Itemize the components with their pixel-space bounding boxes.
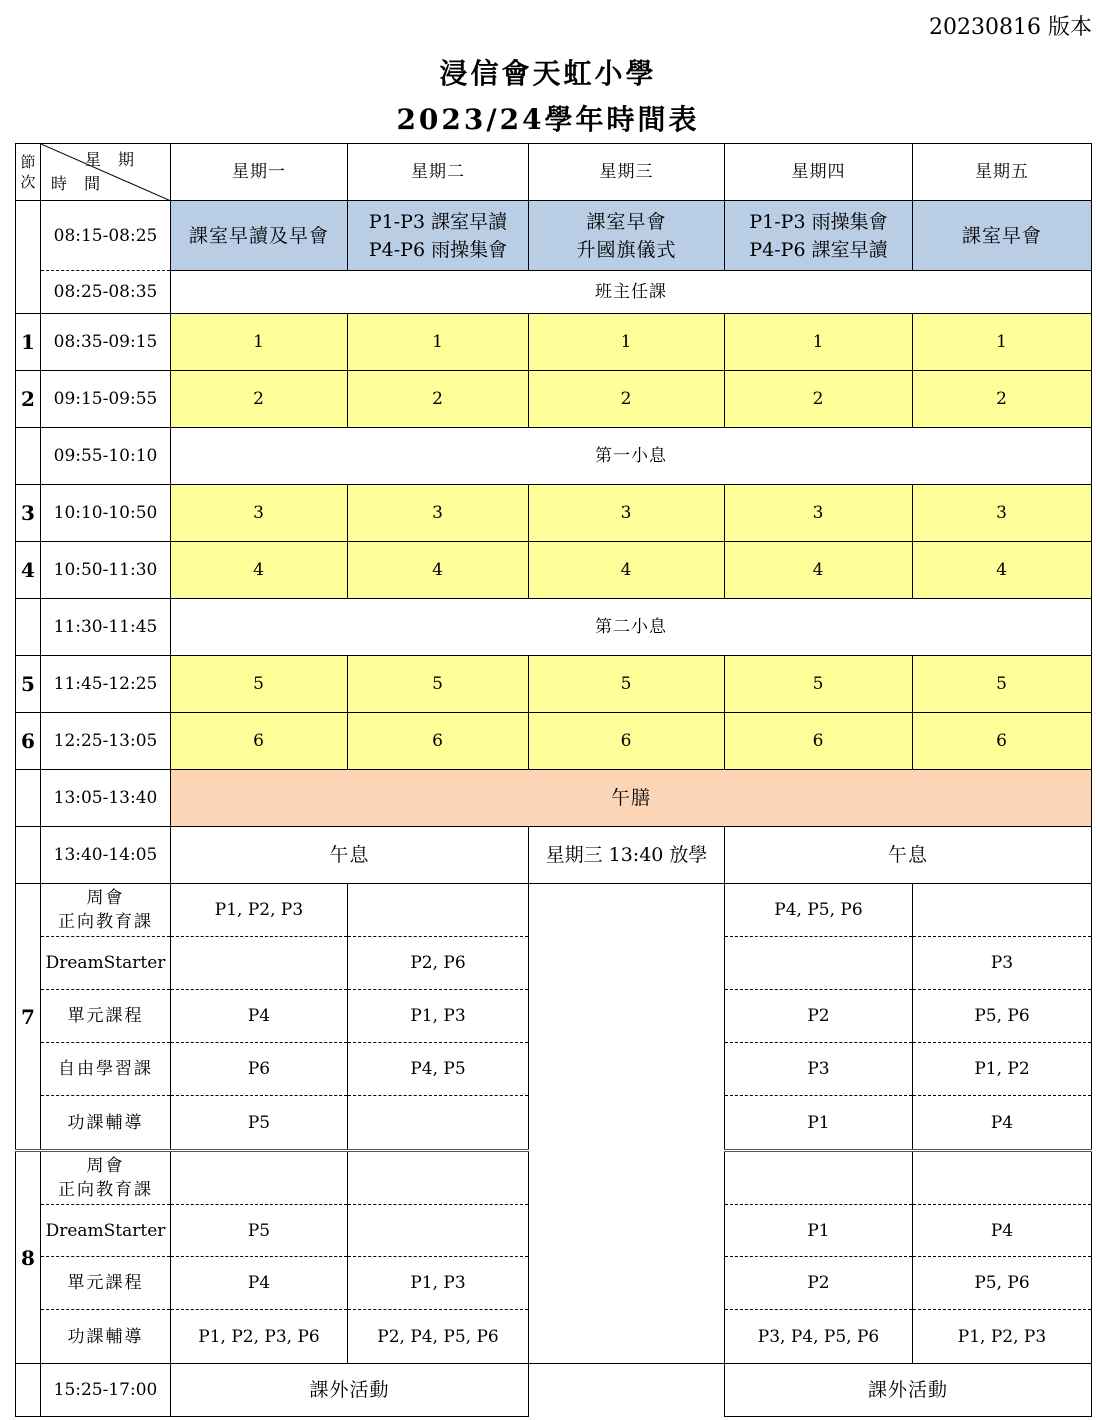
session-cell: P5, P6 <box>913 990 1092 1043</box>
lesson-cell: 3 <box>913 485 1092 542</box>
session-cell: P4 <box>171 1257 348 1310</box>
period-number-blank <box>16 201 41 314</box>
jie-top: 節 <box>20 153 36 171</box>
session-label <box>41 1151 171 1205</box>
period-number-blank <box>16 1364 41 1417</box>
lesson-cell: 6 <box>913 713 1092 770</box>
lesson-cell: 4 <box>913 542 1092 599</box>
time-axis-label: 時 間 <box>51 174 107 193</box>
lesson-cell: 5 <box>913 656 1092 713</box>
session-cell <box>725 937 913 990</box>
lesson-cell: 1 <box>913 314 1092 371</box>
session-cell: P2, P4, P5, P6 <box>348 1310 529 1364</box>
time-cell: 12:25-13:05 <box>41 713 171 770</box>
time-cell: 10:50-11:30 <box>41 542 171 599</box>
day-header-tue: 星期二 <box>348 144 529 201</box>
session-cell: P5, P6 <box>913 1257 1092 1310</box>
session-label-line: 正向教育課 <box>58 1180 153 1200</box>
session-cell: P1 <box>725 1096 913 1151</box>
morning-line: 升國旗儀式 <box>576 238 677 261</box>
morning-line: P4-P6 雨操集會 <box>368 238 508 261</box>
morning-cell-mon <box>171 201 348 271</box>
session-cell: P2 <box>725 1257 913 1310</box>
morning-cell-tue <box>348 201 529 271</box>
morning-line: 課室早會 <box>586 210 667 233</box>
period-number: 7 <box>16 884 41 1151</box>
time-cell: 08:15-08:25 <box>41 201 171 271</box>
period-number-header <box>16 144 41 201</box>
session-cell: P3 <box>913 937 1092 990</box>
class-teacher-cell: 班主任課 <box>171 271 1092 314</box>
period-number: 8 <box>16 1151 41 1364</box>
day-header-fri: 星期五 <box>913 144 1092 201</box>
session-label: 功課輔導 <box>41 1096 171 1151</box>
session-cell <box>348 884 529 937</box>
period-number: 3 <box>16 485 41 542</box>
class-teacher-row <box>16 271 1092 314</box>
session-cell: P1, P2, P3 <box>171 884 348 937</box>
lunch-break-row <box>16 827 1092 884</box>
session-cell: P4, P5 <box>348 1043 529 1096</box>
lesson-cell: 5 <box>529 656 725 713</box>
wednesday-empty-cell <box>529 1364 725 1417</box>
recess-row-2 <box>16 599 1092 656</box>
lesson-cell: 6 <box>171 713 348 770</box>
period-number-blank <box>16 827 41 884</box>
lesson-cell: 5 <box>348 656 529 713</box>
session-cell <box>348 1205 529 1257</box>
period-number-blank <box>16 599 41 656</box>
lesson-cell: 3 <box>348 485 529 542</box>
lesson-cell: 4 <box>171 542 348 599</box>
lesson-cell: 4 <box>348 542 529 599</box>
morning-line: 課室早會 <box>961 224 1042 247</box>
lesson-cell: 6 <box>529 713 725 770</box>
lesson-cell: 2 <box>171 371 348 428</box>
session-cell <box>171 937 348 990</box>
session-label-line: 周會 <box>86 1156 125 1176</box>
period-row-2 <box>16 371 1092 428</box>
lesson-cell: 5 <box>725 656 913 713</box>
header-row <box>16 144 1092 201</box>
lesson-cell: 1 <box>348 314 529 371</box>
period7-row <box>16 884 1092 937</box>
session-cell: P2, P6 <box>348 937 529 990</box>
period-number: 6 <box>16 713 41 770</box>
lunch-cell: 午膳 <box>171 770 1092 827</box>
time-cell: 15:25-17:00 <box>41 1364 171 1417</box>
lesson-cell: 4 <box>529 542 725 599</box>
session-cell <box>171 1151 348 1205</box>
time-cell: 11:45-12:25 <box>41 656 171 713</box>
lesson-cell: 3 <box>171 485 348 542</box>
session-label-line: 周會 <box>86 888 125 908</box>
session-cell: P5 <box>171 1096 348 1151</box>
recess-row-1 <box>16 428 1092 485</box>
period-number-blank <box>16 428 41 485</box>
timetable <box>15 143 1092 1417</box>
session-label-line: 正向教育課 <box>58 912 153 932</box>
session-label: DreamStarter <box>41 937 171 990</box>
session-cell: P1 <box>725 1205 913 1257</box>
session-cell: P4 <box>913 1205 1092 1257</box>
session-cell: P1, P2 <box>913 1043 1092 1096</box>
session-cell: P1, P2, P3, P6 <box>171 1310 348 1364</box>
period-row-6 <box>16 713 1092 770</box>
lesson-cell: 4 <box>725 542 913 599</box>
session-cell <box>913 884 1092 937</box>
wednesday-dismissal-cell: 星期三 13:40 放學 <box>529 827 725 884</box>
morning-line: P4-P6 課室早讀 <box>749 238 888 261</box>
session-cell: P4, P5, P6 <box>725 884 913 937</box>
period-number-blank <box>16 770 41 827</box>
period-row-1 <box>16 314 1092 371</box>
extra-cell-left: 課外活動 <box>171 1364 529 1417</box>
extra-row <box>16 1364 1092 1417</box>
lesson-cell: 1 <box>529 314 725 371</box>
session-cell: P3, P4, P5, P6 <box>725 1310 913 1364</box>
session-cell: P4 <box>913 1096 1092 1151</box>
session-cell: P5 <box>171 1205 348 1257</box>
session-label: 功課輔導 <box>41 1310 171 1364</box>
session-label: 自由學習課 <box>41 1043 171 1096</box>
time-cell: 10:10-10:50 <box>41 485 171 542</box>
morning-line: P1-P3 課室早讀 <box>368 210 508 233</box>
morning-cell-wed <box>529 201 725 271</box>
period-number: 2 <box>16 371 41 428</box>
time-cell: 09:15-09:55 <box>41 371 171 428</box>
session-cell: P4 <box>171 990 348 1043</box>
lesson-cell: 6 <box>725 713 913 770</box>
session-cell: P6 <box>171 1043 348 1096</box>
session-cell <box>348 1096 529 1151</box>
lesson-cell: 3 <box>529 485 725 542</box>
recess-cell: 第二小息 <box>171 599 1092 656</box>
session-cell: P3 <box>725 1043 913 1096</box>
session-cell <box>913 1151 1092 1205</box>
lesson-cell: 2 <box>725 371 913 428</box>
lunch-break-cell-right: 午息 <box>725 827 1092 884</box>
extra-cell-right: 課外活動 <box>725 1364 1092 1417</box>
recess-cell: 第一小息 <box>171 428 1092 485</box>
period-row-5 <box>16 656 1092 713</box>
session-label: DreamStarter <box>41 1205 171 1257</box>
morning-cell-fri <box>913 201 1092 271</box>
lunch-row <box>16 770 1092 827</box>
timetable-title: 2023/24學年時間表 <box>396 103 700 136</box>
lesson-cell: 5 <box>171 656 348 713</box>
day-time-header <box>41 144 171 201</box>
period-number: 1 <box>16 314 41 371</box>
session-label: 單元課程 <box>41 1257 171 1310</box>
lesson-cell: 2 <box>913 371 1092 428</box>
lesson-cell: 1 <box>171 314 348 371</box>
morning-line: P1-P3 雨操集會 <box>749 210 888 233</box>
session-label <box>41 884 171 937</box>
session-cell: P1, P3 <box>348 1257 529 1310</box>
session-cell <box>348 1151 529 1205</box>
lesson-cell: 3 <box>725 485 913 542</box>
period-number: 4 <box>16 542 41 599</box>
lesson-cell: 6 <box>348 713 529 770</box>
lesson-cell: 1 <box>725 314 913 371</box>
day-header-thu: 星期四 <box>725 144 913 201</box>
period-number: 5 <box>16 656 41 713</box>
wednesday-empty-cell <box>529 884 725 1364</box>
day-header-wed: 星期三 <box>529 144 725 201</box>
lunch-break-cell-left: 午息 <box>171 827 529 884</box>
day-header-mon: 星期一 <box>171 144 348 201</box>
lesson-cell: 2 <box>348 371 529 428</box>
session-cell <box>725 1151 913 1205</box>
time-cell: 09:55-10:10 <box>41 428 171 485</box>
time-cell: 08:35-09:15 <box>41 314 171 371</box>
lesson-cell: 2 <box>529 371 725 428</box>
session-cell: P1, P3 <box>348 990 529 1043</box>
time-cell: 13:40-14:05 <box>41 827 171 884</box>
school-name: 浸信會天虹小學 <box>439 57 657 90</box>
time-cell: 11:30-11:45 <box>41 599 171 656</box>
morning-row <box>16 201 1092 271</box>
morning-cell-thu <box>725 201 913 271</box>
weekday-axis-label: 星 期 <box>84 150 140 169</box>
time-cell: 08:25-08:35 <box>41 271 171 314</box>
period-row-4 <box>16 542 1092 599</box>
session-label: 單元課程 <box>41 990 171 1043</box>
morning-line: 課室早讀及早會 <box>188 224 329 247</box>
jie-bottom: 次 <box>20 173 36 191</box>
session-cell: P1, P2, P3 <box>913 1310 1092 1364</box>
session-cell: P2 <box>725 990 913 1043</box>
period-row-3 <box>16 485 1092 542</box>
version-label: 20230816 版本 <box>929 15 1092 40</box>
time-cell: 13:05-13:40 <box>41 770 171 827</box>
